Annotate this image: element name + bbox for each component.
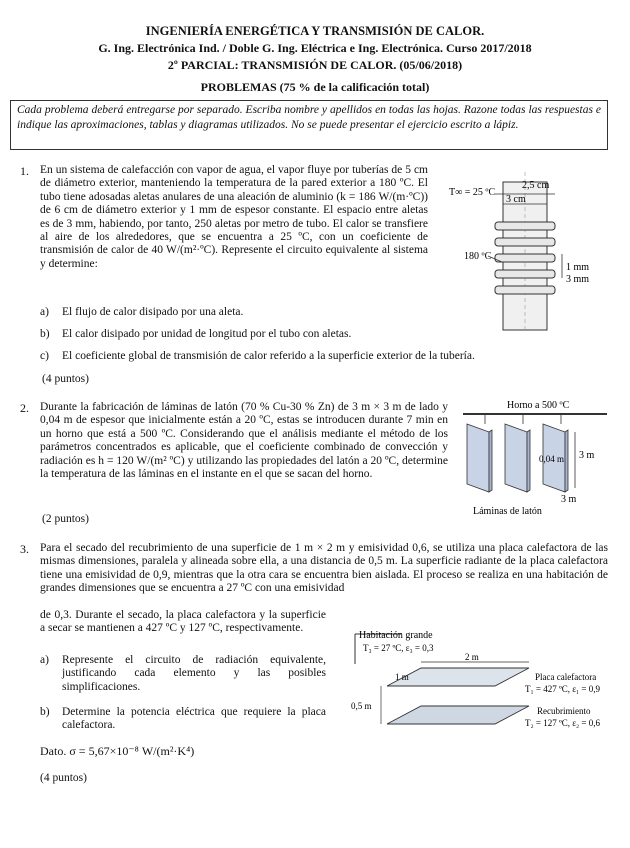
problem1-text: En un sistema de calefacción con vapor de agua, el vapor fluye por tuberías de 5 cm de diámetro exterior, manteniendo la temperatura de la pared exterior a 180 ºC. El tubo tiene adosadas aletas anulares de una aleación de aluminio (k = 186 W/(m·ºC)) de 6 cm de diámetro exterior y 1 mm de espesor constante. El espacio entre aletas es de 3 mm, habiendo, por tanto, 250 aletas por metro de tubo. El calor se transfiere al aire de los alrededores, que se encuentra a 25 ºC, con un coeficiente de transmisión de calor de 40 W/(m²·ºC). Represente el circuito equivalente al sistema y determine: xyxy=(40,164,428,270)
problem1-item-a: a) El flujo de calor disipado por una aleta. xyxy=(40,306,244,318)
t-inf-label: T∞ = 25 ºC xyxy=(449,187,496,198)
problem2-number: 2. xyxy=(20,401,29,415)
radiation-plates-figure xyxy=(345,628,613,748)
problem3-text: Para el secado del recubrimiento de una superficie de 1 m × 2 m y emisividad 0,6, se utiliza una placa calefactora de las mismas dimensiones, paralela y alineada sobre ella, a una distancia de 0,5 m. La superficie radiante de la placa calefactora tiene una emisividad de 0,9, mientras que la otra cara se encuentra bien aislada. El proceso se realiza en una habitación de grandes dimensiones que se encuentra a 27 ºC con una emisividad xyxy=(40,542,608,595)
dim-1m: 1 m xyxy=(395,672,409,682)
problem2-text: Durante la fabricación de láminas de latón (70 % Cu-30 % Zn) de 3 m × 3 m de lado y 0,04 m de espesor que inicialmente están a 20 ºC, estas se introducen durante 7 min en un horno que está a 500 ºC. Considerando que el análisis mediante el método de los parámetros concentrados es aplicable, que el coeficiente combinado de convección y radiación es h = 120 W/(m² ºC) y utilizando las propiedades del latón a 20 ºC, determine la temperatura de las láminas en el instante en el que se sacan del horno. xyxy=(40,401,448,481)
problem1-number: 1. xyxy=(20,164,29,178)
coating-title: Recubrimiento xyxy=(537,706,591,716)
room-values: T₃ = 27 ºC, ε₃ = 0,3 xyxy=(363,643,434,653)
problem3-points: (4 puntos) xyxy=(40,772,87,784)
problem3-number: 3. xyxy=(20,542,29,556)
t-wall-label: 180 ºC xyxy=(464,251,492,262)
problem3-item-b: b) Determine la potencia eléctrica que requiere la placa calefactora. xyxy=(40,706,326,732)
room-title: Habitación grande xyxy=(359,630,433,641)
problem1-item-b: b) El calor disipado por unidad de longitud por el tubo con aletas. xyxy=(40,328,352,340)
dim-3m-width: 3 m xyxy=(561,494,577,505)
brass-sheets-figure xyxy=(455,396,615,518)
problem2-points: (2 puntos) xyxy=(42,513,89,525)
instructions-box: Cada problema deberá entregarse por separado. Escriba nombre y apellidos en todas las hojas. Razone todas las respuestas e indique las aproximaciones, tablas y diagramas utilizados. No se puede presentar el ejercicio escrito a lápiz. xyxy=(10,100,608,150)
degree-line: G. Ing. Electrónica Ind. / Doble G. Ing. Eléctrica e Ing. Electrónica. Curso 2017/2018 xyxy=(98,41,532,55)
problem3-text-cont: de 0,3. Durante el secado, la placa calefactora y la superficie a secar se mantienen a 427 ºC y 127 ºC, respectivamente. xyxy=(40,609,326,635)
dim-2-5cm: 2,5 cm xyxy=(522,180,550,191)
problem3-item-a: a) Represente el circuito de radiación equivalente, justificando cada elemento y las posibles simplificaciones. xyxy=(40,654,326,693)
dim-3cm: 3 cm xyxy=(506,194,526,205)
plate-title: Placa calefactora xyxy=(535,672,597,682)
coating-values: T₂ = 127 ºC, ε₂ = 0,6 xyxy=(525,718,600,728)
dim-3m-height: 3 m xyxy=(579,450,595,461)
dim-2m: 2 m xyxy=(465,652,479,662)
exam-line: 2º PARCIAL: TRANSMISIÓN DE CALOR. (05/06/2018) xyxy=(167,58,463,72)
course-title: INGENIERÍA ENERGÉTICA Y TRANSMISIÓN DE CALOR. xyxy=(145,24,485,38)
problem1-points: (4 puntos) xyxy=(42,373,89,385)
section-title: PROBLEMAS (75 % de la calificación total) xyxy=(200,80,430,94)
dim-1mm: 1 mm xyxy=(566,262,590,273)
plate-values: T₁ = 427 ºC, ε₁ = 0,9 xyxy=(525,684,600,694)
sheets-caption: Láminas de latón xyxy=(473,506,542,517)
oven-label: Horno a 500 ºC xyxy=(507,400,570,411)
problem1-item-c: c) El coeficiente global de transmisión de calor referido a la superficie exterior de la tubería. xyxy=(40,350,475,362)
dim-0-5m: 0,5 m xyxy=(351,701,372,711)
dim-thickness: 0,04 m xyxy=(539,454,565,464)
problem3-dato: Dato. σ = 5,67×10⁻⁸ W/(m²·K⁴) xyxy=(40,744,195,758)
dim-3mm: 3 mm xyxy=(566,274,590,285)
